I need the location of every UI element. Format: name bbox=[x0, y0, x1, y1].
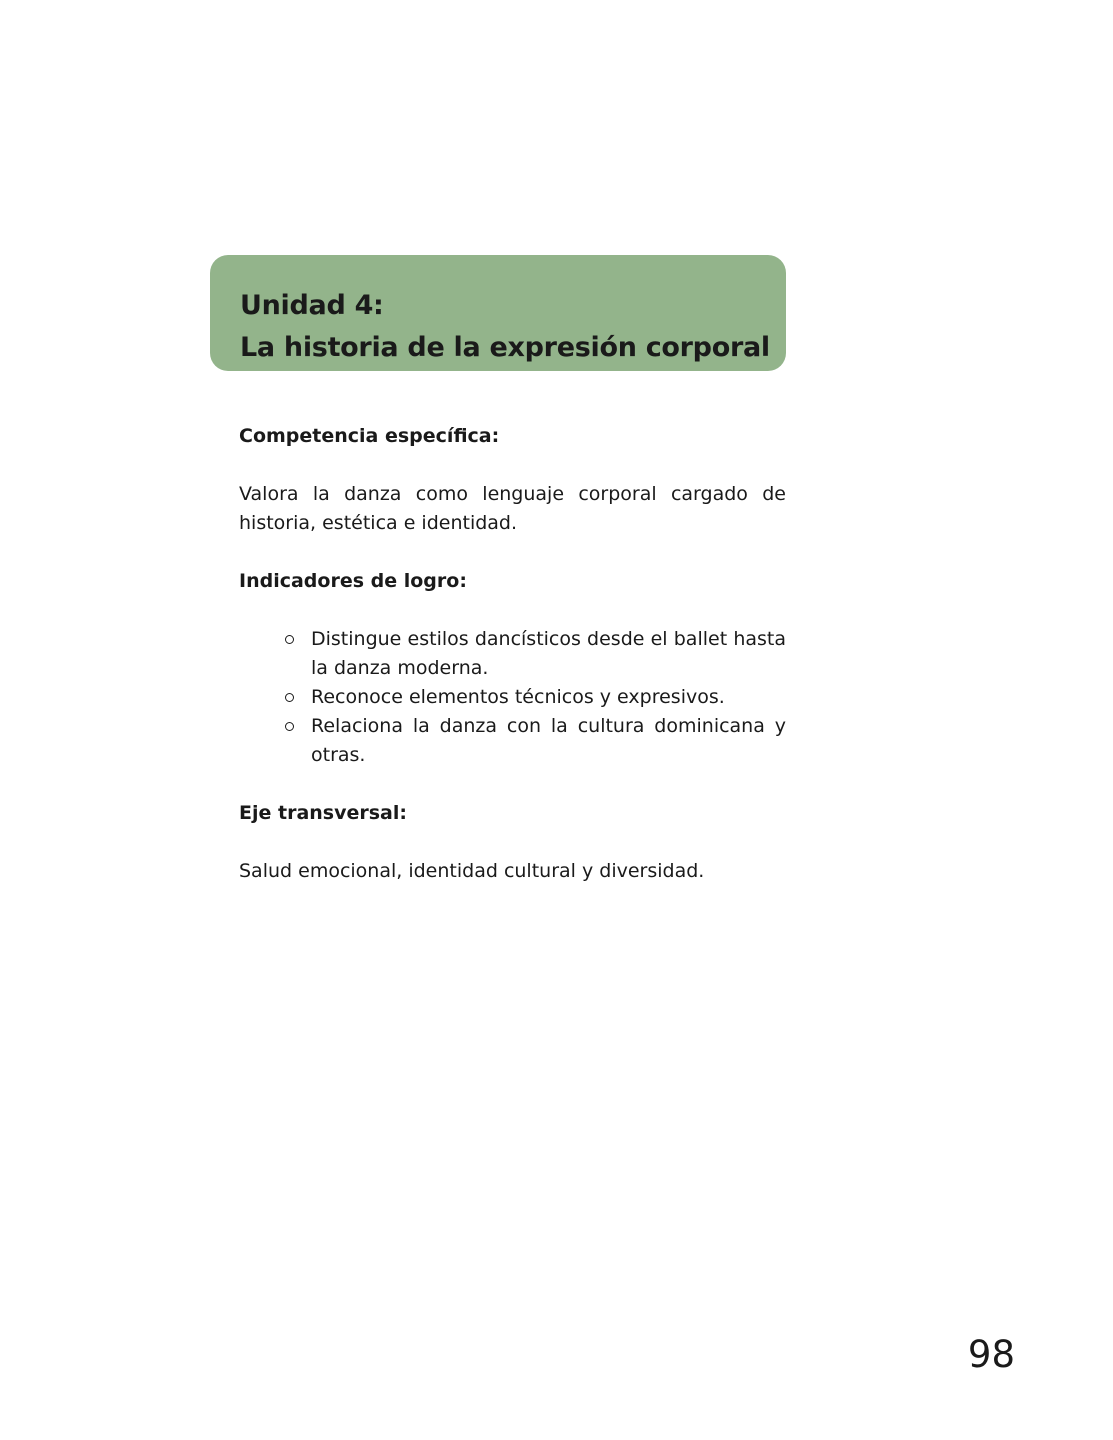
circle-bullet-icon bbox=[285, 722, 294, 731]
eje-text: Salud emocional, identidad cultural y diversidad. bbox=[239, 860, 705, 882]
page-number: 98 bbox=[967, 1333, 1015, 1376]
list-item bbox=[311, 712, 786, 770]
list-item bbox=[311, 683, 786, 712]
unit-content bbox=[239, 422, 786, 886]
competencia-heading: Competencia específica: bbox=[239, 425, 500, 447]
circle-bullet-icon bbox=[285, 635, 294, 644]
indicadores-list bbox=[239, 625, 786, 770]
unit-title: La historia de la expresión corporal bbox=[240, 332, 770, 363]
indicador-text: Reconoce elementos técnicos y expresivos. bbox=[311, 686, 725, 708]
eje-heading: Eje transversal: bbox=[239, 802, 407, 824]
circle-bullet-icon bbox=[285, 693, 294, 702]
indicador-text: Distingue estilos dancísticos desde el ballet hasta la danza moderna. bbox=[311, 628, 786, 679]
competencia-text: Valora la danza como lenguaje corporal cargado de historia, estética e identidad. bbox=[239, 483, 786, 534]
indicador-text: Relaciona la danza con la cultura dominicana y otras. bbox=[311, 715, 786, 766]
indicadores-heading: Indicadores de logro: bbox=[239, 570, 467, 592]
unit-number: Unidad 4: bbox=[240, 290, 384, 321]
list-item bbox=[311, 625, 786, 683]
unit-title-box bbox=[210, 255, 786, 371]
